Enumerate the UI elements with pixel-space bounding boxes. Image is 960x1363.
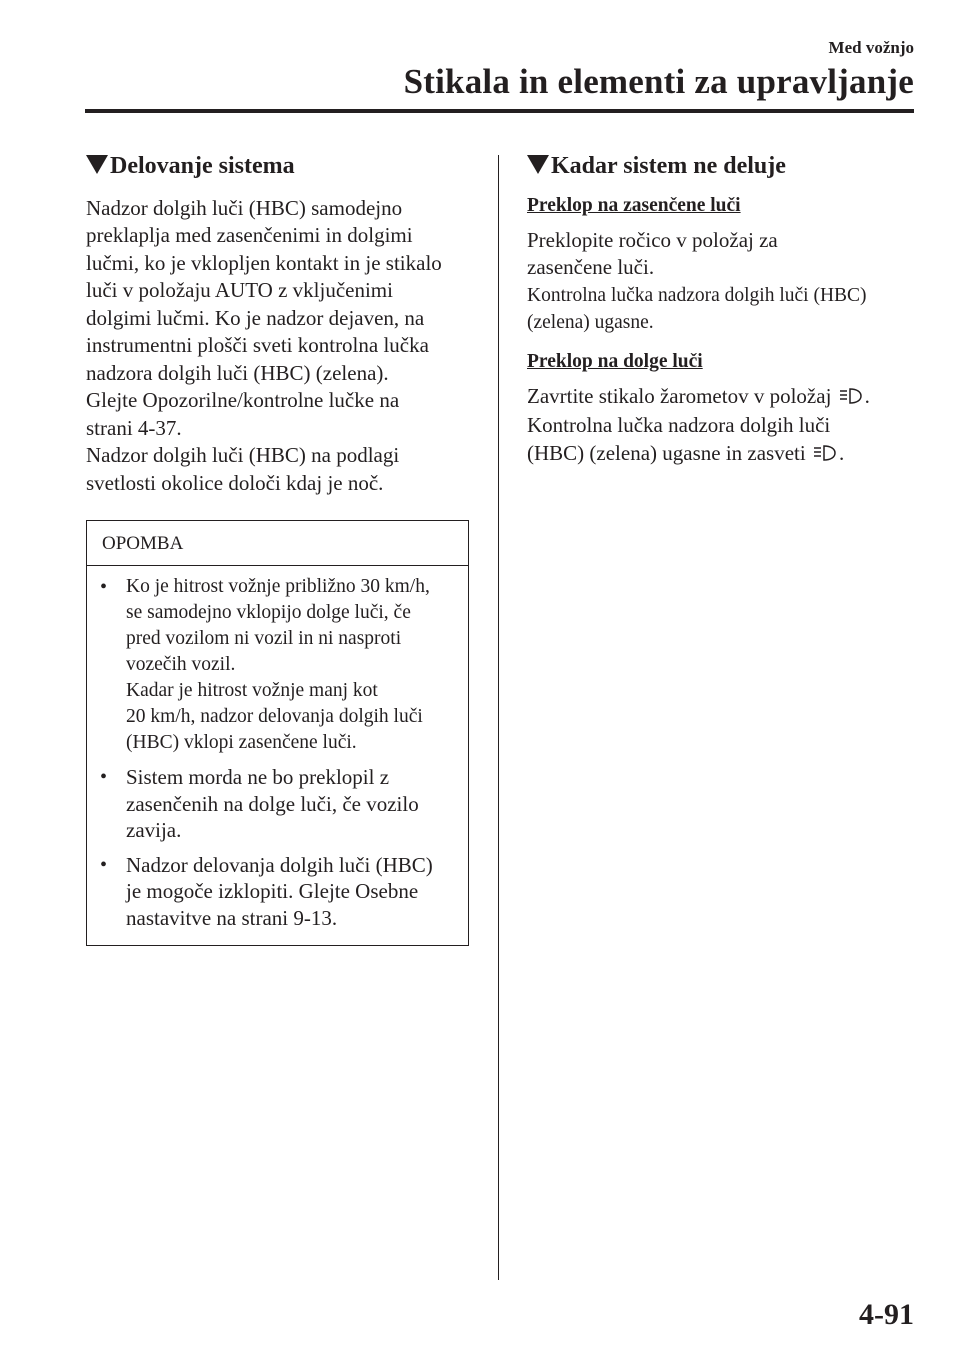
section-heading-text: Kadar sistem ne deluje [551, 153, 786, 179]
text-line: Ko je hitrost vožnje približno 30 km/h, [126, 576, 430, 598]
left-column [86, 152, 471, 946]
triangle-bullet-icon [527, 155, 549, 174]
bullet-dot-icon: • [100, 576, 108, 599]
note-bullet-text [126, 574, 430, 756]
text-line: svetlosti okolice določi kdaj je noč. [86, 470, 384, 495]
note-body [87, 566, 468, 945]
section-heading-text: Delovanje sistema [110, 153, 295, 179]
text-line: instrumentni plošči sveti kontrolna lučka [86, 333, 429, 358]
text-line: Glejte Opozorilne/kontrolne lučke na [86, 388, 400, 413]
section-heading-operation [86, 152, 471, 181]
page-number: 4-91 [859, 1298, 914, 1331]
text-line: Nadzor delovanja dolgih luči (HBC) [126, 852, 433, 877]
text-line: dolgimi lučmi. Ko je nadzor dejaven, na [86, 305, 425, 330]
note-bullet-text [126, 764, 419, 844]
text-line: (zelena) ugasne. [527, 312, 654, 334]
text-line: Preklopite ročico v položaj za [527, 227, 778, 252]
note-label: OPOMBA [87, 521, 468, 566]
low-beam-body [527, 227, 917, 337]
header-rule [85, 109, 914, 113]
text-line: Kadar je hitrost vožnje manj kot [126, 680, 378, 702]
section-heading-failure [527, 152, 917, 181]
text-line: (HBC) (zelena) ugasne in zasveti . [527, 440, 917, 470]
note-box [86, 520, 469, 946]
high-beam-body [527, 383, 917, 470]
text-line: se samodejno vklopijo dolge luči, če [126, 602, 411, 624]
text-line: Nadzor dolgih luči (HBC) na podlagi [86, 443, 400, 468]
text-line: vozečih vozil. [126, 654, 236, 676]
text-line: Zavrtite stikalo žarometov v položaj . [527, 383, 917, 413]
text-line: zasenčenih na dolge luči, če vozilo [126, 791, 419, 816]
text-line: strani 4-37. [86, 415, 182, 440]
subheading-high-beam: Preklop na dolge luči [527, 350, 703, 372]
page-title: Stikala in elementi za upravljanje [403, 62, 914, 101]
text-line: pred vozilom ni vozil in ni nasproti [126, 628, 402, 650]
note-bullet-item [100, 764, 458, 844]
high-beam-icon [813, 442, 837, 470]
text-line: (HBC) vklopi zasenčene luči. [126, 732, 357, 754]
bullet-dot-icon: • [100, 766, 108, 789]
text-line: Kontrolna lučka nadzora dolgih luči (HBC) [527, 284, 867, 306]
operation-body [86, 195, 471, 498]
text-line: preklaplja med zasenčenimi in dolgimi [86, 223, 413, 248]
text-line: lučmi, ko je vklopljen kontakt in je stikalo [86, 250, 442, 275]
header-section-label: Med vožnjo [828, 38, 914, 57]
text-line: Nadzor dolgih luči (HBC) samodejno [86, 195, 403, 220]
text-line: zavija. [126, 818, 182, 843]
triangle-bullet-icon [86, 155, 108, 174]
text-line: zasenčene luči. [527, 255, 655, 280]
column-divider [498, 155, 499, 1280]
subheading-low-beam: Preklop na zasenčene luči [527, 194, 741, 216]
high-beam-icon [839, 385, 863, 413]
bullet-dot-icon: • [100, 853, 108, 876]
text-line: 20 km/h, nadzor delovanja dolgih luči [126, 706, 423, 728]
note-bullet-text [126, 852, 433, 932]
note-bullet-item [100, 574, 458, 756]
text-line: nastavitve na strani 9-13. [126, 905, 338, 930]
text-line: je mogoče izklopiti. Glejte Osebne [126, 879, 419, 904]
note-bullet-item [100, 852, 458, 932]
text-line: Sistem morda ne bo preklopil z [126, 765, 390, 790]
text-line: Kontrolna lučka nadzora dolgih luči [527, 413, 831, 438]
text-line: luči v položaju AUTO z vključenimi [86, 278, 393, 303]
text-line: nadzora dolgih luči (HBC) (zelena). [86, 360, 389, 385]
right-column [527, 152, 917, 469]
